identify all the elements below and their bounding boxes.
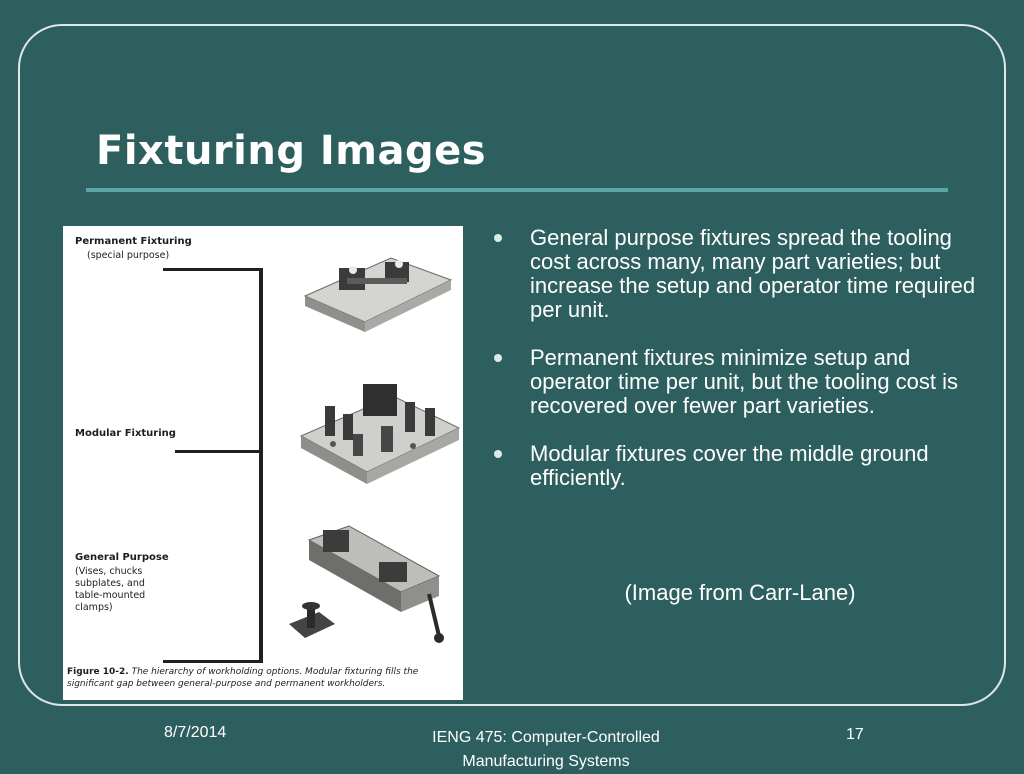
general-purpose-sub-line: table-mounted xyxy=(75,590,146,601)
figure-caption xyxy=(67,666,457,690)
bullet-item xyxy=(494,226,984,322)
bullet-item xyxy=(494,346,984,418)
general-purpose-label: General Purpose xyxy=(75,552,169,563)
bracket-top-arm xyxy=(163,268,263,271)
bullet-dot-icon xyxy=(494,450,502,458)
general-purpose-sublabel xyxy=(75,566,145,614)
general-purpose-sub-line: subplates, and xyxy=(75,578,145,589)
general-purpose-sub-line: (Vises, chucks xyxy=(75,566,143,577)
figure-caption-text: The hierarchy of workholding options. Modular fixturing fills the significant gap between general-purpose and permanent workholders. xyxy=(67,667,419,689)
modular-fixture-photo xyxy=(293,376,463,496)
permanent-fixturing-label: Permanent Fixturing xyxy=(75,236,192,247)
footer-course-line: IENG 475: Computer-Controlled xyxy=(432,729,660,746)
figure-caption-number: Figure 10-2. xyxy=(67,667,129,677)
bullet-item xyxy=(494,442,984,490)
bullet-dot-icon xyxy=(494,354,502,362)
fixturing-figure xyxy=(63,226,463,700)
footer-course-line: Manufacturing Systems xyxy=(462,753,630,770)
bullet-list xyxy=(494,226,984,514)
bullet-text: General purpose fixtures spread the tooling cost across many, many part varieties; but increase the setup and operator time required per unit. xyxy=(530,225,976,322)
general-purpose-photo xyxy=(289,516,459,656)
bullet-dot-icon xyxy=(494,234,502,242)
image-credit: (Image from Carr-Lane) xyxy=(624,580,856,605)
general-purpose-sub-line: clamps) xyxy=(75,602,113,613)
bracket-spine xyxy=(259,268,263,663)
title-underline xyxy=(86,188,948,192)
footer-page-number: 17 xyxy=(846,726,864,743)
permanent-fixturing-sublabel: (special purpose) xyxy=(87,250,170,261)
permanent-fixture-photo xyxy=(295,240,455,336)
footer-date: 8/7/2014 xyxy=(164,724,227,741)
slide-title: Fixturing Images xyxy=(96,128,487,174)
modular-fixturing-label: Modular Fixturing xyxy=(75,428,176,439)
bracket-bottom-arm xyxy=(163,660,263,663)
bullet-text: Modular fixtures cover the middle ground efficiently. xyxy=(530,441,929,490)
footer-course-title xyxy=(386,726,706,774)
bracket-middle-arm xyxy=(175,450,263,453)
bullet-text: Permanent fixtures minimize setup and operator time per unit, but the tooling cost is recovered over fewer part varieties. xyxy=(530,345,959,418)
